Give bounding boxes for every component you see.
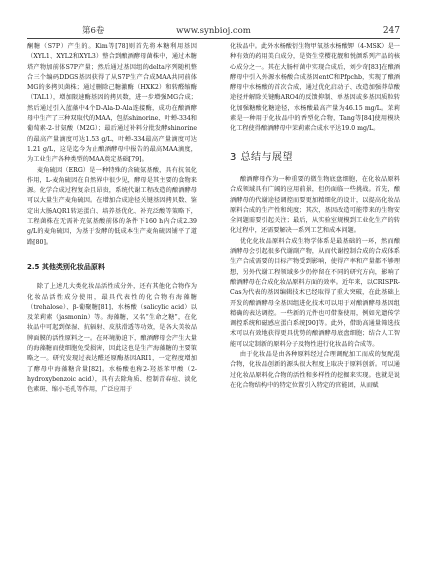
section-heading-2-5: 2.5 其他类别化妆品原料 (27, 262, 105, 271)
journal-issue: 第6卷 (82, 26, 105, 36)
right-paragraph-4: 由于化妆品是由各种原料经过合理调配加工而成的复配混合物，化妆品创新的源头很大程度上取决于原料创新。可以通过化妆品原料化合物的活性和多样性的挖掘来实现。也就是说在化合物结构中的特定位置引入特定的官能团，从而赋 (230, 351, 400, 389)
left-paragraph-3: 除了上述几大类化妆品活性成分外，还有其他化合物作为化妆品活性成分使用，最具代表性的化合物有海藻糖（trehalose）、β-葡聚糖[81]、水杨酸（salicylic acid）以及茉莉素（jasmonin）等。海藻糖，又名“生命之糖”，在化妆品中可起到保湿、抗辐射、皮肤滑透等功效，是各大美妆品牌面膜的活性原料之一。在环境胁迫下，酿酒酵母会产生大量的海藻糖而使细胞免受损害，因此这也是生产海藻糖的主要策略之一。研究发现过表达醛还原酶基因ARI1，一定程度增加了酵母中海藻糖含量[82]。水杨酸也称2-羟基苯甲酸（2-hydroxybenzoic acid），具有去除角质、控制青春痘、淡化色素斑、缩小毛孔等作用，广泛应用于 (27, 283, 197, 394)
left-column (27, 42, 197, 396)
journal-website: www.synbioj.com (176, 26, 251, 36)
right-column (230, 42, 400, 391)
page-number: 247 (382, 26, 400, 36)
right-paragraph-1: 化妆品中。此外水杨酸衍生物甲氧基水杨酸钾（4-MSK）是一种有效的药用美白成分，是资生堂樱花靓和悦颜系列产品的核心成分之一。其在大肠杆菌中实现合成后，刘少奇[83]在酿酒酵母中引入外源水杨酸合成基因entC和Pfpchb，实现了酿酒酵母中水杨酸的首次合成，通过优化启动子、改造加强莽草酸途径并解除关键酶ARO4的反馈抑制、单基因或多基因质粒转化加强糖酸化糖途径，水杨酸最高产量为46.15 mg/L。茉莉素是一种用于化妆品中的香型化合物，Tang等[84]使用模块化工程使得酿酒酵母中茉莉素合成水平达19.0 mg/L。 (230, 43, 400, 133)
right-paragraph-2: 酿酒酵母作为一种重要的微生物底盘细胞，在化妆品原料合成领域具有广阔的应用前景，但仍面临一些挑战。首先，酿酒酵母的代谢途径调控而要更加精细化的设计，以提高化妆品原料合成的生产性和纯度；其次，基因改造可能带来的生物安全问题需要引起关注；最后，从实验室规模到工业化生产的转化过程中，还需要解决一系列工艺和成本问题。 (230, 175, 400, 235)
header-rule (27, 38, 400, 39)
running-header (27, 24, 400, 36)
left-paragraph-1: 酮糖（S7P）产生的。Kim等[78]则首先将本糖利用基因（XYL1、XYL2和XYL3）整合到酿酒酵母菌株中，通过木糖塔产物加前体S7P产量；然后通过基因组的delta序列随机整合三个编码DDGS基因获得了从S7P生产合成MAA共同前体MG的多拷贝菌株；通过删除己糖激酶（HXK2）和转醛缩酶（TAL1），增加限速酶基因的拷贝数，进一步增强MG合成；然后通过引入蓝藻中4个D-Ala-D-Ala连接酶，成功在酿酒酵母中生产了三种双取代的MAA，包括shinorine、叶蝉-334和葡萄素-2-甘氨酸（M2G）；最后通过补料分批发酵shinorine的最高产量滴度可达1.53 g/L，叶蝉-334最高产量滴度可达1.21 g/L，这是迄今为止酿酒酵母中报告的最高MAA滴度，为工业生产各种类型的MAA奠定基础[79]。 (27, 43, 197, 164)
left-paragraph-2: 麦角硫因（ERG）是一种特殊的含硫氨基酸，具有抗氧化作用，L-麦角硫因在自然界中很少见，酵母是其主要的食物来源。化学合成过程复杂且昂贵，系统代谢工程改造的酿酒酵母可以大量生产麦角硫因。在增加合成途径关键基因拷贝数、鉴定出大肠AQR1转运蛋白、培养基优化、补充泛酸等策略下，工程菌株在无需补充氨基酸前体的条件下160 h内合成2.39 g/L的麦角硫因，为基于发酵的低成本生产麦角硫因铺平了道路[80]。 (27, 166, 197, 246)
section-heading-3: 3 总结与展望 (230, 151, 294, 163)
right-paragraph-3: 优化化妆品原料合成生物学体系是最基础的一环，然而酿酒酵母会引起很多代谢副产物，从而代谢控制合成的合成体系生产合成需要的目标产物受到影响，使得产率和产量都不够理想，另外代谢工程领域多少仍停留在不同的研究方向，影响了酿酒酵母在合成化妆品原料方面的效率。近年来，以CRISPR-Cas为代表的基因编辑技术已经取得了重大突破，在此基础上开发的酿酒酵母全基因组进化技术可以用于对酿酒酵母基因组精确的表达调控。一些新的元件也可借鉴使用，例如光遗传学调控系统和磁感应蛋白系统[90]等。此外，借助高通量筛选技术可以有效地获得更具优势的酿酒酵母底盘细胞；结合人工智能可以定制新的原料分子及物性进行化妆品的合成等。 (230, 237, 400, 348)
